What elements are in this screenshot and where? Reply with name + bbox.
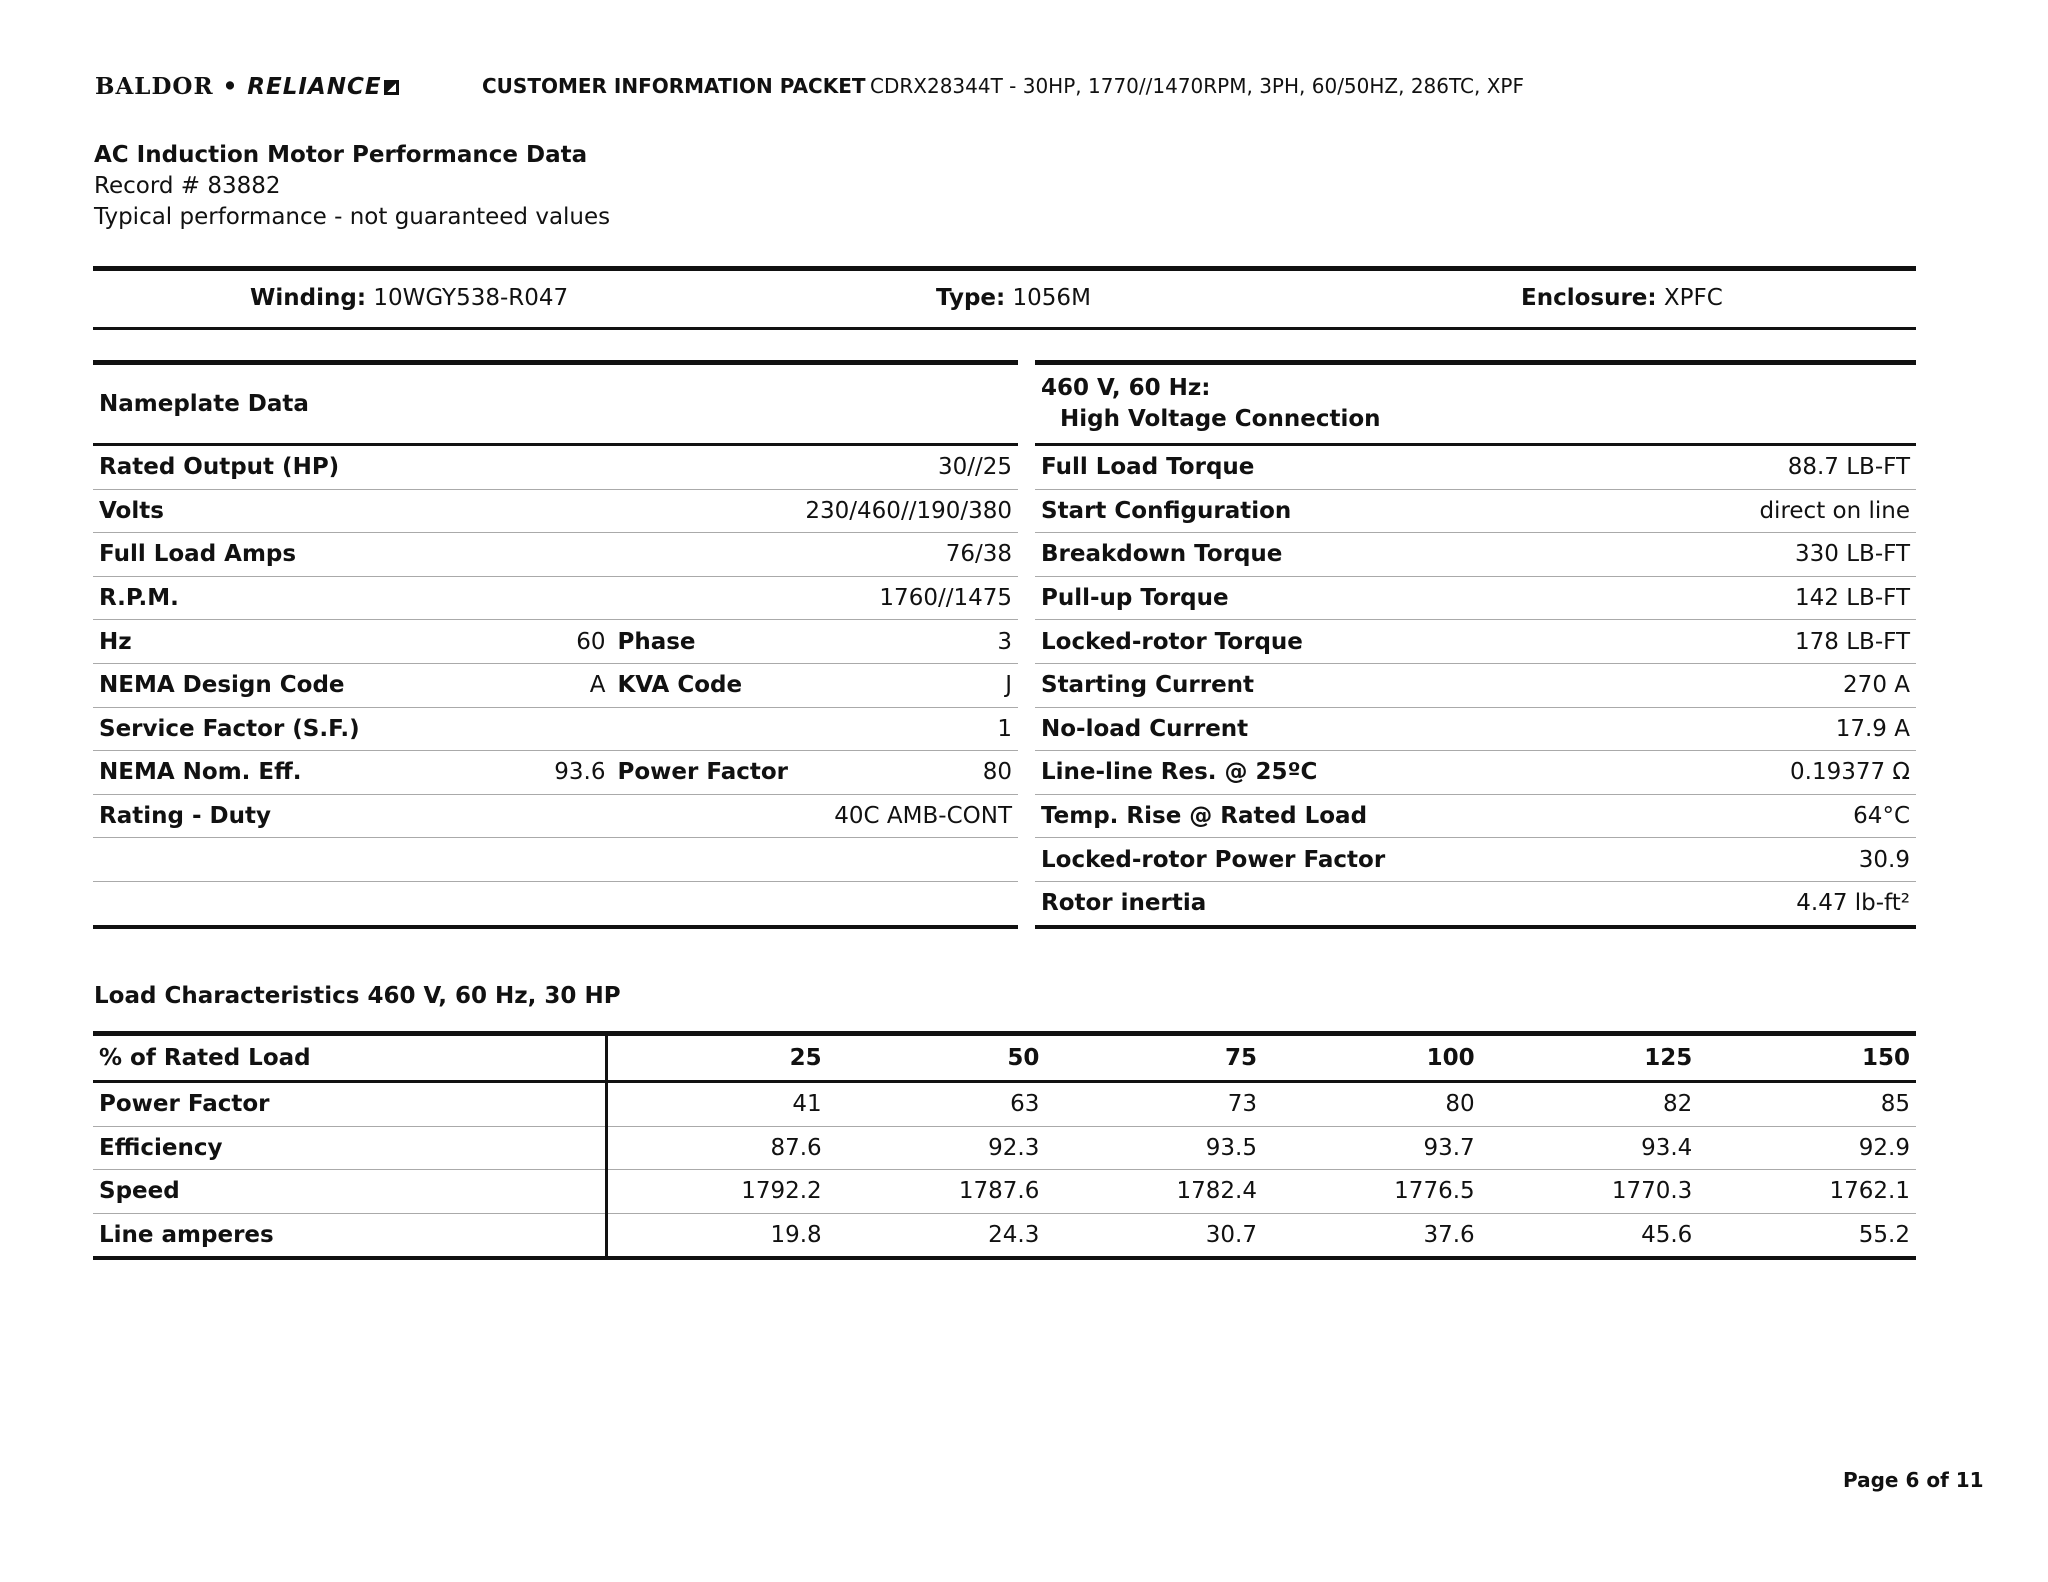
nameplate-table: [93, 360, 1018, 929]
winding-info-bar: [93, 266, 1916, 330]
enclosure-value: XPFC: [1663, 285, 1723, 311]
winding-field: [250, 285, 568, 311]
table-row: Line-line Res. @ 25ºC 0.19377 Ω: [1035, 751, 1916, 795]
table-row: NEMA Nom. Eff. 93.6 Power Factor 80: [93, 751, 1018, 795]
table-row: Hz 60 Phase 3: [93, 620, 1018, 664]
table-row: NEMA Design Code A KVA Code J: [93, 663, 1018, 707]
table-row: Power Factor 41 63 73 80 82 85: [93, 1082, 1916, 1127]
table-row: Volts 230/460//190/380: [93, 489, 1018, 533]
nameplate-heading: Nameplate Data: [93, 363, 1018, 445]
table-row: Speed 1792.2 1787.6 1782.4 1776.5 1770.3 1762.1: [93, 1170, 1916, 1214]
table-row: Efficiency 87.6 92.3 93.5 93.7 93.4 92.9: [93, 1126, 1916, 1170]
empty-row: [93, 881, 1018, 926]
logo-reliance: RELIANCE: [247, 74, 382, 100]
empty-row: [93, 838, 1018, 882]
type-label: Type:: [936, 285, 1006, 311]
table-row: Rated Output (HP) 30//25: [93, 445, 1018, 490]
table-row: Rotor inertia 4.47 lb-ft²: [1041, 890, 1910, 917]
record-number: Record # 83882: [94, 173, 281, 199]
heading-voltage: 460 V, 60 Hz:: [1041, 375, 1211, 401]
performance-heading: [1035, 363, 1916, 445]
table-row: Starting Current 270 A: [1035, 663, 1916, 707]
reliance-mark-icon: [384, 80, 399, 95]
winding-label: Winding:: [250, 285, 367, 311]
winding-value: 10WGY538-R047: [373, 285, 569, 311]
load-characteristics-title: Load Characteristics 460 V, 60 Hz, 30 HP: [94, 983, 621, 1009]
table-row: Full Load Amps 76/38: [93, 533, 1018, 577]
performance-table: [1035, 360, 1916, 929]
header-label: % of Rated Load: [93, 1034, 607, 1082]
table-row: Service Factor (S.F.) 1: [93, 707, 1018, 751]
type-value: 1056M: [1012, 285, 1091, 311]
table-row: Start Configuration direct on line: [1035, 489, 1916, 533]
table-header-row: % of Rated Load 25 50 75 100 125 150: [93, 1034, 1916, 1082]
table-row: Temp. Rise @ Rated Load 64°C: [1035, 794, 1916, 838]
heading-connection: High Voltage Connection: [1060, 406, 1381, 432]
logo-baldor: BALDOR: [95, 73, 214, 100]
disclaimer-note: Typical performance - not guaranteed values: [94, 204, 611, 230]
table-row: Line amperes 19.8 24.3 30.7 37.6 45.6 55.2: [93, 1213, 1916, 1258]
table-row: Breakdown Torque 330 LB-FT: [1035, 533, 1916, 577]
table-row: No-load Current 17.9 A: [1035, 707, 1916, 751]
enclosure-field: [1521, 285, 1723, 311]
enclosure-label: Enclosure:: [1521, 285, 1657, 311]
page-number: Page 6 of 11: [1843, 1468, 1984, 1492]
packet-title: CUSTOMER INFORMATION PACKET: [482, 74, 866, 98]
baldor-reliance-logo: [95, 73, 399, 100]
load-characteristics-table: [93, 1031, 1916, 1260]
table-row: Locked-rotor Power Factor 30.9: [1035, 838, 1916, 882]
table-row: Pull-up Torque 142 LB-FT: [1035, 576, 1916, 620]
type-field: [936, 285, 1091, 311]
table-row: R.P.M. 1760//1475: [93, 576, 1018, 620]
document-title: AC Induction Motor Performance Data: [94, 142, 588, 168]
logo-separator: •: [222, 73, 239, 100]
model-description: CDRX28344T - 30HP, 1770//1470RPM, 3PH, 60/50HZ, 286TC, XPF: [870, 74, 1524, 98]
table-row: Locked-rotor Torque 178 LB-FT: [1035, 620, 1916, 664]
table-row: Full Load Torque 88.7 LB-FT: [1035, 445, 1916, 490]
table-row: Rating - Duty 40C AMB-CONT: [93, 794, 1018, 838]
